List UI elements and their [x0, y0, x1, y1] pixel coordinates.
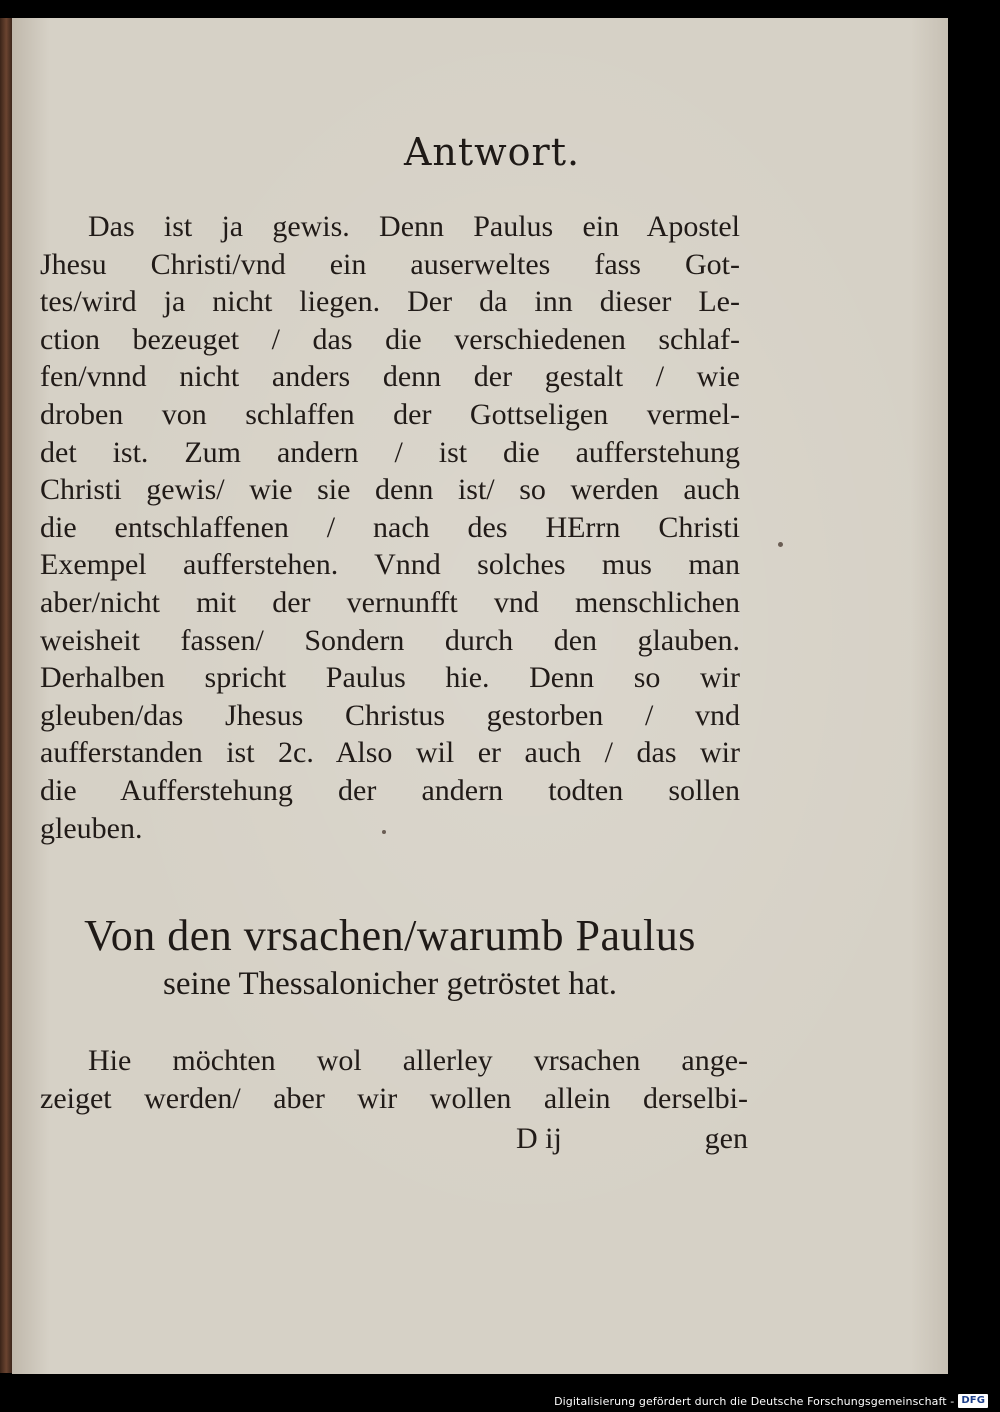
text-line: Das ist ja gewis. Denn Paulus ein Apostel	[88, 210, 740, 243]
text-line: die entschlaffenen / nach des HErrn Christi	[40, 510, 740, 544]
text-line: gleuben.	[40, 811, 143, 845]
text-line: aufferstanden ist 2c. Also wil er auch / das wir	[40, 736, 740, 770]
catchword: gen	[704, 1122, 748, 1155]
paragraph-answer	[40, 208, 740, 847]
book-page	[12, 18, 948, 1374]
paper-spot	[382, 830, 386, 834]
text-line: droben von schlaffen der Gottseligen vermel-	[40, 397, 740, 431]
paper-spot	[778, 542, 783, 547]
text-line: fen/vnnd nicht anders denn der gestalt / wie	[40, 360, 740, 394]
page-footer	[40, 1122, 748, 1162]
section-heading-line-2: seine Thessalonicher getröstet hat.	[163, 966, 617, 1002]
text-line: ction bezeuget / das die verschiedenen schlaf-	[40, 322, 740, 356]
text-line: Exempel aufferstehen. Vnnd solches mus man	[40, 548, 740, 582]
credit-text: Digitalisierung gefördert durch die Deutsche Forschungsgemeinschaft -	[554, 1394, 955, 1408]
dfg-logo: DFG	[958, 1394, 988, 1408]
text-line: Jhesu Christi/vnd ein auserweltes fass Got-	[40, 247, 740, 281]
text-line: zeiget werden/ aber wir wollen allein derselbi-	[40, 1082, 748, 1115]
text-line: weisheit fassen/ Sondern durch den glauben.	[40, 623, 740, 657]
section-heading-line-1: Von den vrsachen/warumb Paulus	[84, 911, 696, 960]
text-line: gleuben/das Jhesus Christus gestorben / vnd	[40, 698, 740, 732]
text-line: aber/nicht mit der vernunfft vnd menschlichen	[40, 585, 740, 619]
text-line: Christi gewis/ wie sie denn ist/ so werden auch	[40, 473, 740, 507]
text-line: Derhalben spricht Paulus hie. Denn so wir	[40, 661, 740, 695]
page-header: Antwort.	[403, 130, 581, 174]
paragraph-reasons	[40, 1042, 748, 1118]
text-line: tes/wird ja nicht liegen. Der da inn dieser Le-	[40, 285, 740, 319]
signature-mark: D ij	[516, 1122, 562, 1155]
digitization-credit	[554, 1392, 988, 1410]
text-line: die Aufferstehung der andern todten sollen	[40, 773, 740, 807]
section-heading	[40, 910, 740, 1006]
text-line: Hie möchten wol allerley vrsachen ange-	[88, 1044, 748, 1077]
text-line: det ist. Zum andern / ist die aufferstehung	[40, 435, 740, 469]
